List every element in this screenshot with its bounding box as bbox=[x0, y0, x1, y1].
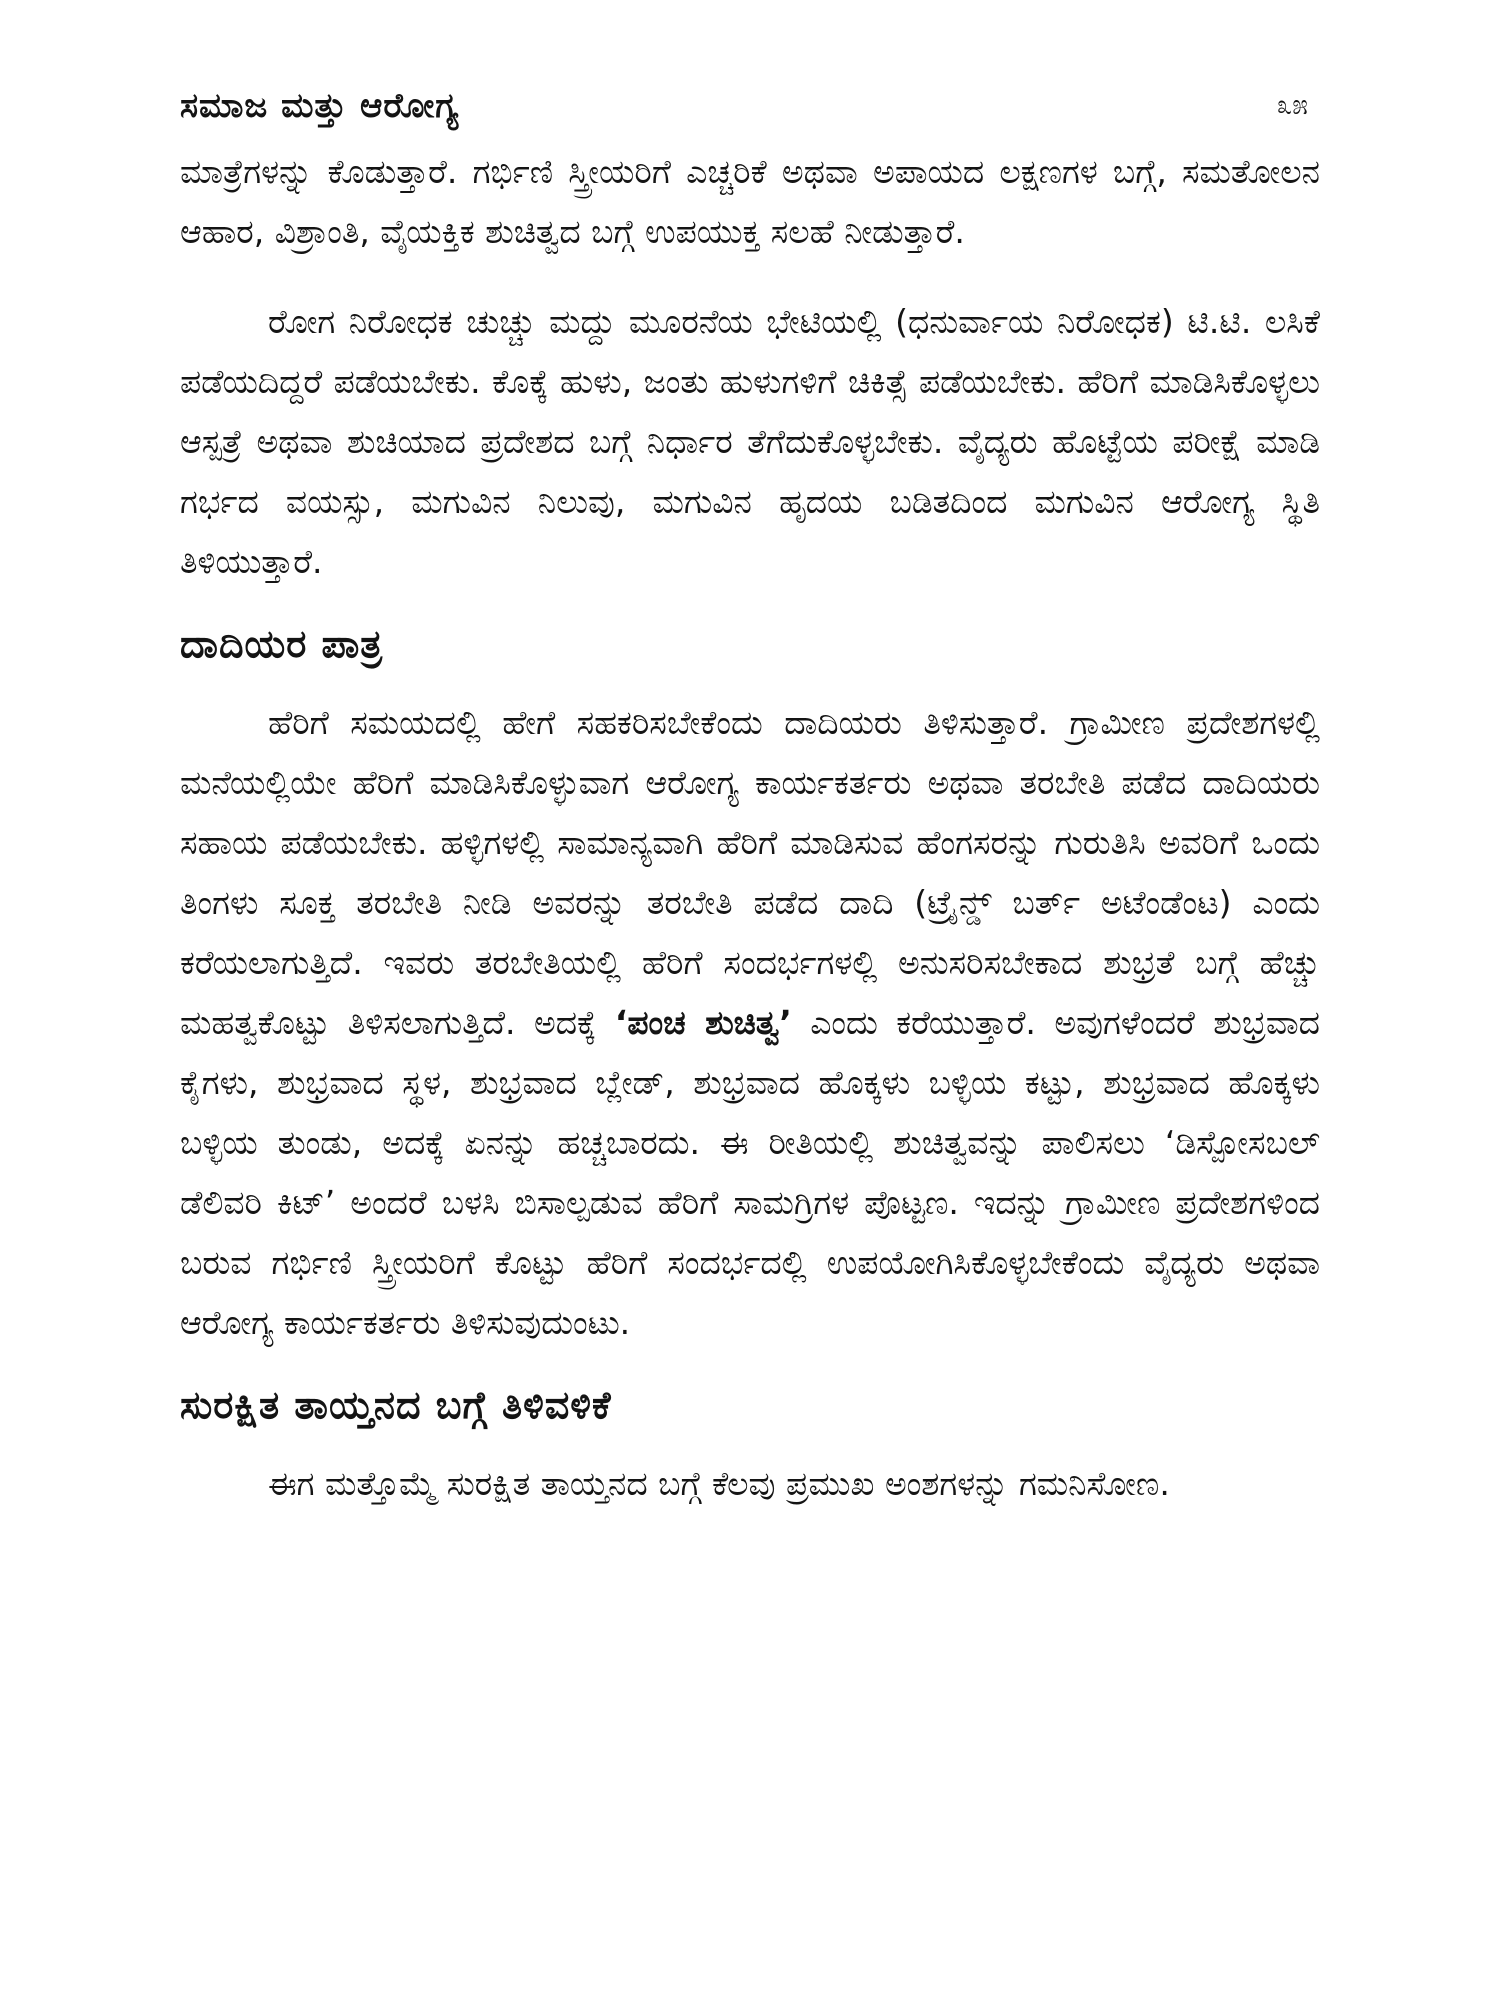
running-title: ಸಮಾಜ ಮತ್ತು ಆರೋಗ್ಯ bbox=[180, 86, 460, 126]
page-number: ೩೫ bbox=[1276, 88, 1308, 121]
paragraph-4: ಈಗ ಮತ್ತೊಮ್ಮೆ ಸುರಕ್ಷಿತ ತಾಯ್ತನದ ಬಗ್ಗೆ ಕೆಲವು ಪ್ರಮುಖ ಅಂಶಗಳನ್ನು ಗಮನಿಸೋಣ. bbox=[268, 1464, 1170, 1503]
pancha-shuchitva-term: ‘ಪಂಚ ಶುಚಿತ್ವ’ bbox=[614, 1003, 792, 1042]
page-header bbox=[180, 82, 1320, 142]
book-page bbox=[180, 82, 1320, 1514]
paragraph-1: ಮಾತ್ರೆಗಳನ್ನು ಕೊಡುತ್ತಾರೆ. ಗರ್ಭಿಣಿ ಸ್ತ್ರೀಯರಿಗೆ ಎಚ್ಚರಿಕೆ ಅಥವಾ ಅಪಾಯದ ಲಕ್ಷಣಗಳ ಬಗ್ಗೆ, ಸಮತೋಲನ ಆಹಾರ, ವಿಶ್ರಾಂತಿ, ವೈಯಕ್ತಿಕ ಶುಚಿತ್ವದ ಬಗ್ಗೆ ಉಪಯುಕ್ತ ಸಲಹೆ ನೀಡುತ್ತಾರೆ. bbox=[180, 152, 1320, 251]
paragraph-2: ರೋಗ ನಿರೋಧಕ ಚುಚ್ಚು ಮದ್ದು ಮೂರನೆಯ ಭೇಟಿಯಲ್ಲಿ (ಧನುರ್ವಾಯ ನಿರೋಧಕ) ಟಿ.ಟಿ. ಲಸಿಕೆ ಪಡೆಯದಿದ್ದರೆ ಪಡೆಯಬೇಕು. ಕೊಕ್ಕೆ ಹುಳು, ಜಂತು ಹುಳುಗಳಿಗೆ ಚಿಕಿತ್ಸೆ ಪಡೆಯಬೇಕು. ಹೆರಿಗೆ ಮಾಡಿಸಿಕೊಳ್ಳಲು ಆಸ್ಪತ್ರೆ ಅಥವಾ ಶುಚಿಯಾದ ಪ್ರದೇಶದ ಬಗ್ಗೆ ನಿರ್ಧಾರ ತೆಗೆದುಕೊಳ್ಳಬೇಕು. ವೈದ್ಯರು ಹೊಟ್ಟೆಯ ಪರೀಕ್ಷೆ ಮಾಡಿ ಗರ್ಭದ ವಯಸ್ಸು, ಮಗುವಿನ ನಿಲುವು, ಮಗುವಿನ ಹೃದಯ ಬಡಿತದಿಂದ ಮಗುವಿನ ಆರೋಗ್ಯ ಸ್ಥಿತಿ ತಿಳಿಯುತ್ತಾರೆ. bbox=[180, 302, 1320, 581]
section-heading-safe-motherhood: ಸುರಕ್ಷಿತ ತಾಯ್ತನದ ಬಗ್ಗೆ ತಿಳಿವಳಿಕೆ bbox=[180, 1383, 612, 1427]
paragraph-3-text-end: ಎಂದು ಕರೆಯುತ್ತಾರೆ. ಅವುಗಳೆಂದರೆ ಶುಭ್ರವಾದ ಕೈಗಳು, ಶುಭ್ರವಾದ ಸ್ಥಳ, ಶುಭ್ರವಾದ ಬ್ಲೇಡ್, ಶುಭ್ರವಾದ ಹೊಕ್ಕಳು ಬಳ್ಳಿಯ ಕಟ್ಟು, ಶುಭ್ರವಾದ ಹೊಕ್ಕಳು ಬಳ್ಳಿಯ ತುಂಡು, ಅದಕ್ಕೆ ಏನನ್ನು ಹಚ್ಚಬಾರದು. ಈ ರೀತಿಯಲ್ಲಿ ಶುಚಿತ್ವವನ್ನು ಪಾಲಿಸಲು ‘ಡಿಸ್ಪೋಸಬಲ್ ಡೆಲಿವರಿ ಕಿಟ್’ ಅಂದರೆ ಬಳಸಿ ಬಿಸಾಲ್ಪಡುವ ಹೆರಿಗೆ ಸಾಮಗ್ರಿಗಳ ಪೊಟ್ಟಣ. ಇದನ್ನು ಗ್ರಾಮೀಣ ಪ್ರದೇಶಗಳಿಂದ ಬರುವ ಗರ್ಭಿಣಿ ಸ್ತ್ರೀಯರಿಗೆ ಕೊಟ್ಟು ಹೆರಿಗೆ ಸಂದರ್ಭದಲ್ಲಿ ಉಪಯೋಗಿಸಿಕೊಳ್ಳಬೇಕೆಂದು ವೈದ್ಯರು ಅಥವಾ ಆರೋಗ್ಯ ಕಾರ್ಯಕರ್ತರು ತಿಳಿಸುವುದುಂಟು. bbox=[180, 1003, 1320, 1342]
paragraph-3 bbox=[180, 693, 1320, 1353]
section-heading-nurses-role: ದಾದಿಯರ ಪಾತ್ರ bbox=[180, 622, 384, 666]
paragraph-3-text-start: ಹೆರಿಗೆ ಸಮಯದಲ್ಲಿ ಹೇಗೆ ಸಹಕರಿಸಬೇಕೆಂದು ದಾದಿಯರು ತಿಳಿಸುತ್ತಾರೆ. ಗ್ರಾಮೀಣ ಪ್ರದೇಶಗಳಲ್ಲಿ ಮನೆಯಲ್ಲಿಯೇ ಹೆರಿಗೆ ಮಾಡಿಸಿಕೊಳ್ಳುವಾಗ ಆರೋಗ್ಯ ಕಾರ್ಯಕರ್ತರು ಅಥವಾ ತರಬೇತಿ ಪಡೆದ ದಾದಿಯರು ಸಹಾಯ ಪಡೆಯಬೇಕು. ಹಳ್ಳಿಗಳಲ್ಲಿ ಸಾಮಾನ್ಯವಾಗಿ ಹೆರಿಗೆ ಮಾಡಿಸುವ ಹೆಂಗಸರನ್ನು ಗುರುತಿಸಿ ಅವರಿಗೆ ಒಂದು ತಿಂಗಳು ಸೂಕ್ತ ತರಬೇತಿ ನೀಡಿ ಅವರನ್ನು ತರಬೇತಿ ಪಡೆದ ದಾದಿ (ಟ್ರೈನ್ಡ್ ಬರ್ತ್ ಅಟೆಂಡೆಂಟ) ಎಂದು ಕರೆಯಲಾಗುತ್ತಿದೆ. ಇವರು ತರಬೇತಿಯಲ್ಲಿ ಹೆರಿಗೆ ಸಂದರ್ಭಗಳಲ್ಲಿ ಅನುಸರಿಸಬೇಕಾದ ಶುಭ್ರತೆ ಬಗ್ಗೆ ಹೆಚ್ಚು ಮಹತ್ವಕೊಟ್ಟು ತಿಳಿಸಲಾಗುತ್ತಿದೆ. ಅದಕ್ಕೆ bbox=[180, 703, 1320, 1042]
